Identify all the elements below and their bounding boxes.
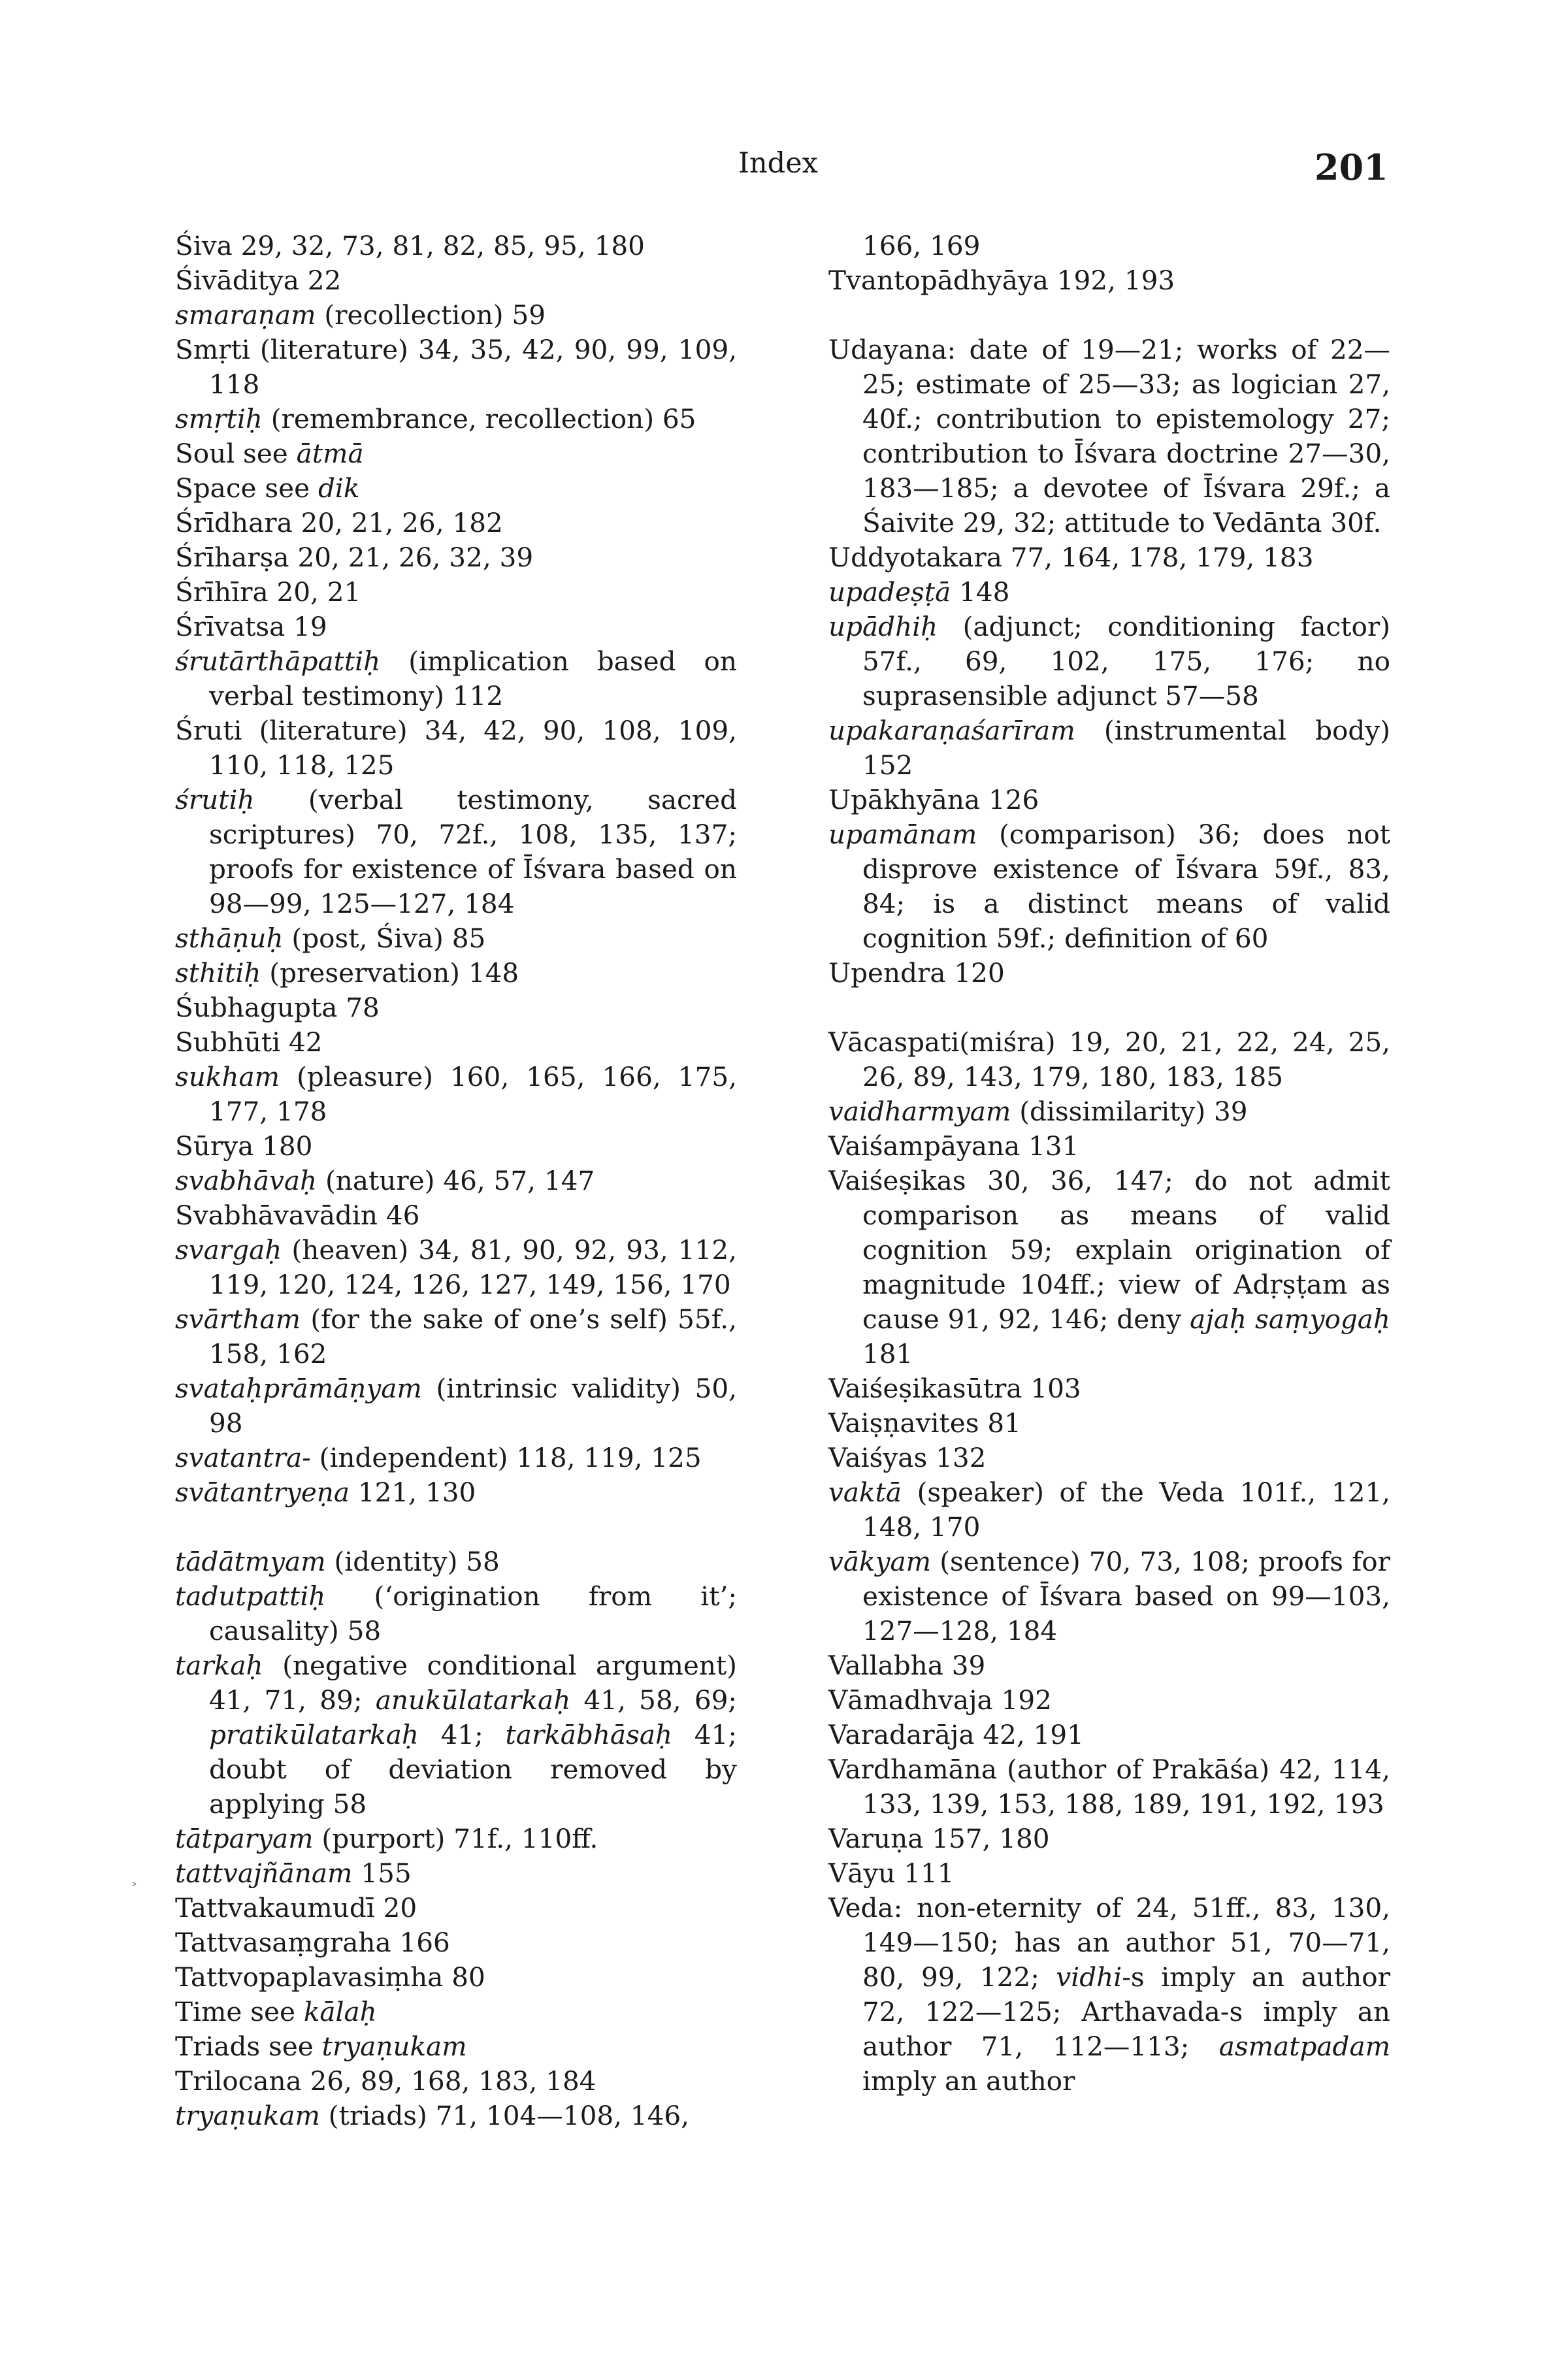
index-entry (175, 1233, 737, 1302)
index-text: 41; doubt of deviation removed by applying 58 (209, 1719, 737, 1820)
index-text: (comparison) 36; does not disprove existence of Īśvara 59f., 83, 84; is a distinct means of valid cognition 59f.; definition of 60 (862, 819, 1390, 954)
index-entry (175, 1648, 737, 1822)
index-text: Varadarāja 42, 191 (828, 1719, 1084, 1750)
index-text: -s imply an author 72, 122—125; Arthavada-s imply an author 71, 112—113; (862, 1961, 1390, 2062)
index-entry (828, 1441, 1390, 1475)
index-entry (828, 1164, 1390, 1371)
index-entry (175, 1925, 737, 1960)
index-entry (175, 1371, 737, 1441)
index-entry (828, 1406, 1390, 1441)
index-text: Śrīvatsa 19 (175, 611, 327, 642)
index-entry (175, 540, 737, 575)
index-text: Uddyotakara 77, 164, 178, 179, 183 (828, 542, 1314, 573)
index-entry (828, 1822, 1390, 1856)
index-column-left (175, 229, 737, 2133)
index-text: (recollection) 59 (316, 299, 546, 331)
index-text: (negative conditional argument) 41, 71, 89; (209, 1650, 737, 1716)
index-entry (175, 1198, 737, 1233)
index-text: Vallabha 39 (828, 1650, 986, 1681)
index-entry (828, 783, 1390, 817)
index-text: Śubhagupta 78 (175, 992, 380, 1023)
index-text: (post, Śiva) 85 (283, 923, 486, 954)
index-term: upamānam (828, 819, 977, 850)
index-text: Śivāditya 22 (175, 265, 342, 296)
index-term: svataḥprāmāṇyam (175, 1373, 422, 1404)
index-text: 155 (352, 1857, 412, 1889)
index-text: (implication based on verbal testimony) 112 (209, 646, 737, 712)
index-text: Vācaspati(miśra) 19, 20, 21, 22, 24, 25, 26, 89, 143, 179, 180, 183, 185 (828, 1026, 1390, 1092)
index-text: Soul see (175, 438, 297, 469)
index-text: Tvantopādhyāya 192, 193 (828, 265, 1175, 296)
index-entry (175, 1822, 737, 1856)
index-entry (175, 436, 737, 471)
index-entry (175, 263, 737, 298)
index-entry (175, 1579, 737, 1648)
index-text: (nature) 46, 57, 147 (317, 1165, 595, 1196)
index-entry (175, 298, 737, 333)
index-text: Śrīhīra 20, 21 (175, 576, 361, 608)
index-text: 41, 58, 69; (570, 1684, 737, 1716)
index-entry (175, 1995, 737, 2029)
index-text: Śiva 29, 32, 73, 81, 82, 85, 95, 180 (175, 230, 645, 261)
index-term: kālaḥ (303, 1996, 377, 2027)
index-text: Śrīharṣa 20, 21, 26, 32, 39 (175, 542, 534, 573)
index-text: (speaker) of the Veda 101f., 121, 148, 170 (862, 1477, 1390, 1543)
index-text: (dissimilarity) 39 (1011, 1096, 1248, 1127)
index-text: Triads see (175, 2031, 322, 2062)
index-entry (828, 1129, 1390, 1164)
index-text: (adjunct; conditioning factor) 57f., 69, 102, 175, 176; no suprasensible adjunct 57—58 (862, 611, 1390, 712)
index-text: Vaiśampāyana 131 (828, 1130, 1079, 1162)
index-entry (175, 713, 737, 783)
index-text: Upākhyāna 126 (828, 784, 1039, 815)
index-term: upakaraṇaśarīram (828, 715, 1075, 746)
index-text: (for the sake of one’s self) 55f., 158, 162 (209, 1303, 737, 1369)
index-term: svārtham (175, 1303, 301, 1335)
index-text: (pleasure) 160, 165, 166, 175, 177, 178 (209, 1061, 737, 1127)
index-term: tattvajñānam (175, 1857, 353, 1889)
index-entry (828, 817, 1390, 956)
index-text: Trilocana 26, 89, 168, 183, 184 (175, 2065, 596, 2097)
index-text: 121, 130 (350, 1477, 476, 1508)
index-term: sthāṇuḥ (175, 923, 284, 954)
index-text: Svabhāvavādin 46 (175, 1200, 420, 1231)
index-text: Space see (175, 472, 318, 504)
index-entry (175, 402, 737, 436)
index-term: śrutārthāpattiḥ (175, 646, 381, 677)
index-term: smṛtiḥ (175, 403, 263, 434)
index-text: Vaiśyas 132 (828, 1442, 987, 1473)
index-term: vidhi (1056, 1961, 1122, 1993)
index-entry (828, 956, 1390, 990)
index-term: upadeṣṭā (828, 576, 951, 608)
index-entry (175, 2099, 737, 2133)
index-text: Sūrya 180 (175, 1130, 313, 1162)
index-text: Tattvopaplavasiṃha 80 (175, 1961, 485, 1993)
index-entry (175, 610, 737, 644)
index-entry (175, 2029, 737, 2064)
index-text: (instrumental body) 152 (862, 715, 1390, 781)
index-entry (175, 2064, 737, 2099)
index-entry (828, 575, 1390, 610)
index-entry (828, 263, 1390, 298)
index-entry (175, 1475, 737, 1510)
index-entry (175, 1441, 737, 1475)
index-entry (175, 1025, 737, 1060)
index-text: 148 (951, 576, 1010, 608)
index-column-right (828, 229, 1390, 2099)
index-term: svātantryeṇa (175, 1477, 350, 1508)
index-entry (828, 1752, 1390, 1822)
margin-mark: ˃ (131, 1882, 138, 1898)
index-term: smaraṇam (175, 299, 316, 331)
index-term: tātparyam (175, 1823, 314, 1854)
index-text: (remembrance, recollection) 65 (262, 403, 696, 434)
index-text: (preservation) 148 (261, 957, 519, 989)
index-entry (828, 1475, 1390, 1545)
index-term: pratikūlatarkaḥ (209, 1719, 419, 1750)
index-text: (identity) 58 (325, 1546, 500, 1577)
index-text: Time see (175, 1996, 304, 2027)
index-term: dik (318, 472, 360, 504)
index-entry (175, 1129, 737, 1164)
index-term: tryaṇukam (321, 2031, 467, 2062)
index-entry (175, 1060, 737, 1129)
index-term: ajaḥ saṃyogaḥ (1190, 1303, 1390, 1335)
index-text: 41; (418, 1719, 506, 1750)
page-header (0, 137, 1568, 189)
index-term: svabhāvaḥ (175, 1165, 318, 1196)
index-entry (175, 333, 737, 402)
index-text: Subhūti 42 (175, 1026, 323, 1058)
index-entry (175, 229, 737, 263)
index-text: Upendra 120 (828, 957, 1005, 989)
index-entry (175, 1960, 737, 1995)
index-text: Vaiṣṇavites 81 (828, 1407, 1021, 1439)
index-text: (purport) 71f., 110ff. (313, 1823, 598, 1854)
index-entry (828, 713, 1390, 783)
index-text: (‘origination from it’; causality) 58 (209, 1580, 737, 1646)
index-term: tadutpattiḥ (175, 1580, 326, 1612)
index-text: Veda: non-eternity of 24, 51ff., 83, 130, 149—150; has an author 51, 70—71, 80, 99, 122; (828, 1892, 1390, 1993)
index-entry (828, 1094, 1390, 1129)
index-text: Śrīdhara 20, 21, 26, 182 (175, 507, 503, 538)
index-entry (175, 1545, 737, 1579)
index-text: Vāmadhvaja 192 (828, 1684, 1052, 1716)
index-term: sukham (175, 1061, 280, 1092)
index-term: ātmā (296, 438, 364, 469)
index-entry (175, 644, 737, 713)
index-text: (intrinsic validity) 50, 98 (209, 1373, 737, 1439)
index-text: Smṛti (literature) 34, 35, 42, 90, 99, 109, 118 (175, 334, 737, 400)
index-text: imply an author (862, 2065, 1075, 2097)
index-text: Varuṇa 157, 180 (828, 1823, 1050, 1854)
index-entry (828, 1683, 1390, 1718)
index-entry (828, 1718, 1390, 1752)
index-text: (independent) 118, 119, 125 (310, 1442, 702, 1473)
index-term: vaktā (828, 1477, 902, 1508)
index-term: tryaṇukam (175, 2100, 320, 2131)
index-entry (828, 229, 1390, 263)
index-text: Vāyu 111 (828, 1857, 955, 1889)
index-term: vākyam (828, 1546, 931, 1577)
index-entry (828, 1545, 1390, 1648)
running-title: Index (738, 147, 818, 180)
index-text: (heaven) 34, 81, 90, 92, 93, 112, 119, 120, 124, 126, 127, 149, 156, 170 (209, 1234, 737, 1300)
index-term: tādātmyam (175, 1546, 326, 1577)
index-term: sthitiḥ (175, 957, 261, 989)
index-text: Tattvasaṃgraha 166 (175, 1927, 450, 1958)
index-entry (828, 610, 1390, 713)
index-entry (175, 783, 737, 921)
index-text: (triads) 71, 104—108, 146, (319, 2100, 690, 2131)
index-entry (175, 1302, 737, 1371)
index-entry (175, 1856, 737, 1891)
index-entry (175, 956, 737, 990)
index-entry (175, 575, 737, 610)
index-text: Śruti (literature) 34, 42, 90, 108, 109, 110, 118, 125 (175, 715, 737, 781)
index-term: tarkaḥ (175, 1650, 263, 1681)
index-term: anukūlatarkaḥ (375, 1684, 571, 1716)
index-entry (175, 921, 737, 956)
index-text: Tattvakaumudī 20 (175, 1892, 417, 1923)
index-term: tarkābhāsaḥ (505, 1719, 673, 1750)
index-text: (sentence) 70, 73, 108; proofs for existence of Īśvara based on 99—103, 127—128, 184 (862, 1546, 1390, 1646)
index-entry (828, 1025, 1390, 1094)
index-entry (828, 333, 1390, 540)
index-text: 181 (862, 1338, 913, 1369)
index-entry (175, 471, 737, 506)
page-number: 201 (1315, 146, 1388, 188)
index-text: Vaiśeṣikasūtra 103 (828, 1373, 1081, 1404)
index-text: Vardhamāna (author of Prakāśa) 42, 114, 133, 139, 153, 188, 189, 191, 192, 193 (828, 1754, 1390, 1820)
index-text: Vaiśeṣikas 30, 36, 147; do not admit comparison as means of valid cognition 59; explain origination of magnitude 104ff.; view of Adṛṣṭam as cause 91, 92, 146; deny (828, 1165, 1390, 1335)
index-term: svargaḥ (175, 1234, 282, 1266)
index-entry (828, 1371, 1390, 1406)
index-term: vaidharmyam (828, 1096, 1011, 1127)
index-term: asmatpadam (1218, 2031, 1390, 2062)
index-entry (175, 1164, 737, 1198)
index-entry (828, 540, 1390, 575)
index-entry (828, 1891, 1390, 2099)
index-text: 166, 169 (862, 230, 981, 261)
index-term: śrutiḥ (175, 784, 255, 815)
index-text: (verbal testimony, sacred scriptures) 70, 72f., 108, 135, 137; proofs for existence of Īśvara based on 98—99, 125—127, 184 (209, 784, 737, 919)
index-entry (175, 990, 737, 1025)
index-term: svatantra- (175, 1442, 311, 1473)
index-entry (828, 1648, 1390, 1683)
index-text: Udayana: date of 19—21; works of 22—25; estimate of 25—33; as logician 27, 40f.; contribution to epistemology 27; contribution to Īśvara doctrine 27—30, 183—185; a devotee of Īśvara 29f.; a Śaivite 29, 32; attitude to Vedānta 30f. (828, 334, 1390, 538)
index-entry (175, 506, 737, 540)
index-entry (175, 1891, 737, 1925)
index-term: upādhiḥ (828, 611, 938, 642)
index-entry (828, 1856, 1390, 1891)
